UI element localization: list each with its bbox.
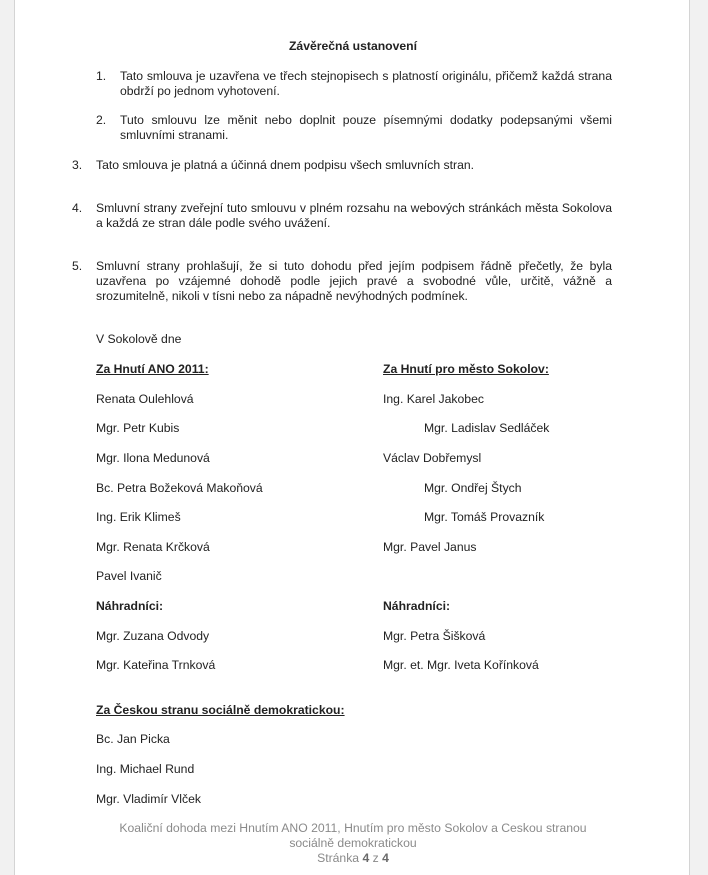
clause-text: Smluvní strany prohlašují, že si tuto dohodu před jejím podpisem řádně přečetly, že byla uzavřena po vzájemné dohodě podle jejich pravé a svobodné vůle, určitě, vážně a srozumitelně, nikoli v tísni nebo za nápadně nevýhodných podmínek. (96, 259, 612, 303)
signatory-name: Mgr. Ondřej Štych (424, 481, 522, 495)
substitute-name: Mgr. Kateřina Trnková (96, 658, 216, 672)
signatory-name: Mgr. Ladislav Sedláček (424, 421, 550, 435)
party-heading-cssd: Za Českou stranu sociálně demokratickou: (96, 703, 345, 717)
page-total: 4 (382, 851, 389, 865)
signatory-name: Renata Oulehlová (96, 392, 194, 406)
substitutes-heading: Náhradníci: (96, 599, 164, 613)
signatory-name: Ing. Erik Klimeš (96, 510, 181, 524)
signatory-name: Pavel Ivanič (96, 569, 162, 583)
footer-line-1: Koaliční dohoda mezi Hnutím ANO 2011, Hnutím pro město Sokolov a Ceskou stranou (119, 821, 587, 835)
substitute-name: Mgr. et. Mgr. Iveta Kořínková (383, 658, 539, 672)
clause-number: 1. (96, 69, 107, 83)
page-label: Stránka (317, 851, 360, 865)
signatory-name: Mgr. Tomáš Provazník (424, 510, 545, 524)
substitutes-heading: Náhradníci: (383, 599, 451, 613)
party-heading-sokolov: Za Hnutí pro město Sokolov: (383, 362, 549, 376)
signatory-name: Ing. Michael Rund (96, 762, 195, 776)
clause-text: Tato smlouva je platná a účinná dnem podpisu všech smluvních stran. (96, 158, 475, 172)
signatory-name: Václav Dobřemysl (383, 451, 482, 465)
clause-text: Smluvní strany zveřejní tuto smlouvu v plném rozsahu na webových stránkách města Sokolova a každá ze stran dále podle svého uvážení. (96, 201, 612, 230)
page-separator: z (372, 851, 379, 865)
clause-number: 3. (72, 158, 83, 172)
party-heading-ano: Za Hnutí ANO 2011: (96, 362, 209, 376)
substitute-name: Mgr. Zuzana Odvody (96, 629, 210, 643)
document-page (14, 0, 690, 875)
signatory-name: Bc. Jan Picka (96, 732, 170, 746)
substitute-name: Mgr. Petra Šišková (383, 629, 486, 643)
clause-number: 2. (96, 113, 107, 127)
clause-number: 5. (72, 259, 83, 273)
clause-text: Tato smlouva je uzavřena ve třech stejnopisech s platností originálu, přičemž každá strana obdrží po jednom vyhotovení. (120, 69, 612, 98)
signatory-name: Mgr. Pavel Janus (383, 540, 477, 554)
signatory-name: Ing. Karel Jakobec (383, 392, 484, 406)
signatory-name: Mgr. Renata Krčková (96, 540, 210, 554)
clause-text: Tuto smlouvu lze měnit nebo doplnit pouze písemnými dodatky podepsanými všemi smluvními stranami. (120, 113, 612, 142)
footer-line-2: sociálně demokratickou (289, 836, 417, 850)
place-date: V Sokolově dne (96, 332, 182, 346)
clause-number: 4. (72, 201, 83, 215)
signatory-name: Mgr. Vladimír Vlček (96, 792, 201, 806)
section-title: Závěrečná ustanovení (288, 39, 418, 53)
signatory-name: Mgr. Ilona Medunová (96, 451, 210, 465)
signatory-name: Bc. Petra Božeková Makoňová (96, 481, 263, 495)
page-current: 4 (362, 851, 370, 865)
signatory-name: Mgr. Petr Kubis (96, 421, 180, 435)
page-indicator (15, 851, 691, 866)
